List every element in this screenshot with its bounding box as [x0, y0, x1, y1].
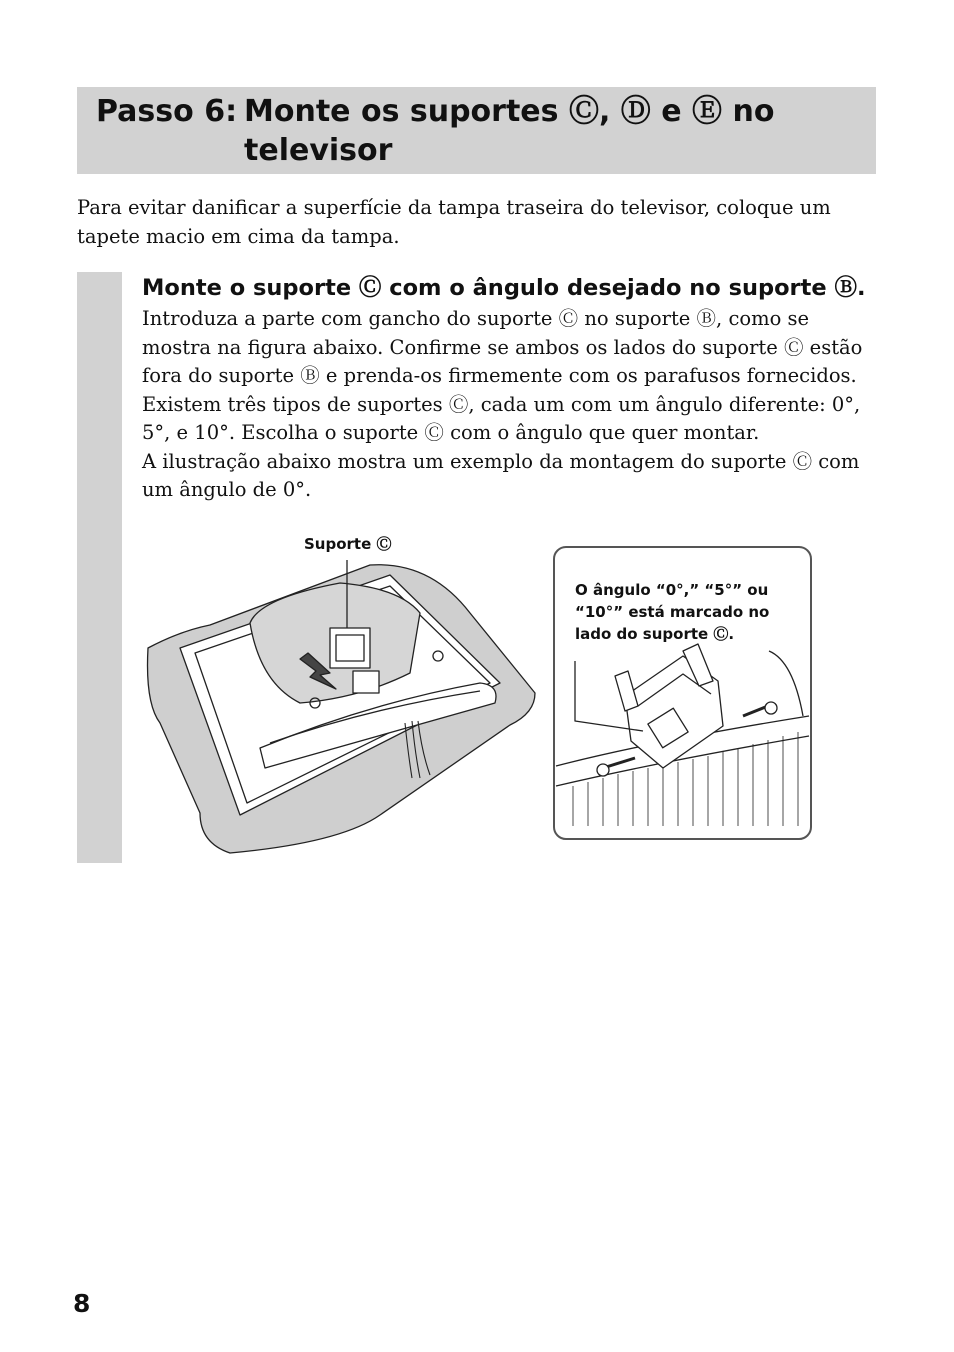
intro-paragraph: Para evitar danificar a superfície da tampa traseira do televisor, coloque um tapete macio em cima da tampa. — [77, 196, 831, 248]
page-number: 8 — [73, 1289, 91, 1318]
step-side-bar — [77, 272, 122, 863]
step-body-text: Introduza a parte com gancho do suporte Ⓒ no suporte Ⓑ, como se mostra na figura abaixo. Confirme se ambos os lados do suporte Ⓒ estão fora do suporte Ⓑ e prenda-os firmemente com os parafusos fornecidos. Existem três tipos de suportes Ⓒ, cada um com um ângulo diferente: 0°, 5°, e 10°. Escolha o suporte Ⓒ com o ângulo que quer montar. — [142, 307, 863, 444]
step-title: Monte o suporte Ⓒ com o ângulo desejado no suporte Ⓑ. — [142, 275, 866, 301]
left-figure-caption: Suporte Ⓒ — [304, 535, 392, 553]
step-body-text-2: A ilustração abaixo mostra um exemplo da montagem do suporte Ⓒ com um ângulo de 0°. — [142, 449, 860, 501]
section-title — [96, 92, 774, 170]
step-body — [142, 305, 882, 505]
title-line-1: Monte os suportes Ⓒ, Ⓓ e Ⓔ no — [244, 94, 775, 129]
step-number: Passo 6: — [96, 94, 238, 129]
tv-back-illustration — [140, 553, 540, 858]
right-figure-caption: O ângulo “0°,” “5°” ou “10°” está marcado no lado do suporte Ⓒ. — [575, 581, 770, 643]
title-line-2: televisor — [244, 133, 393, 168]
